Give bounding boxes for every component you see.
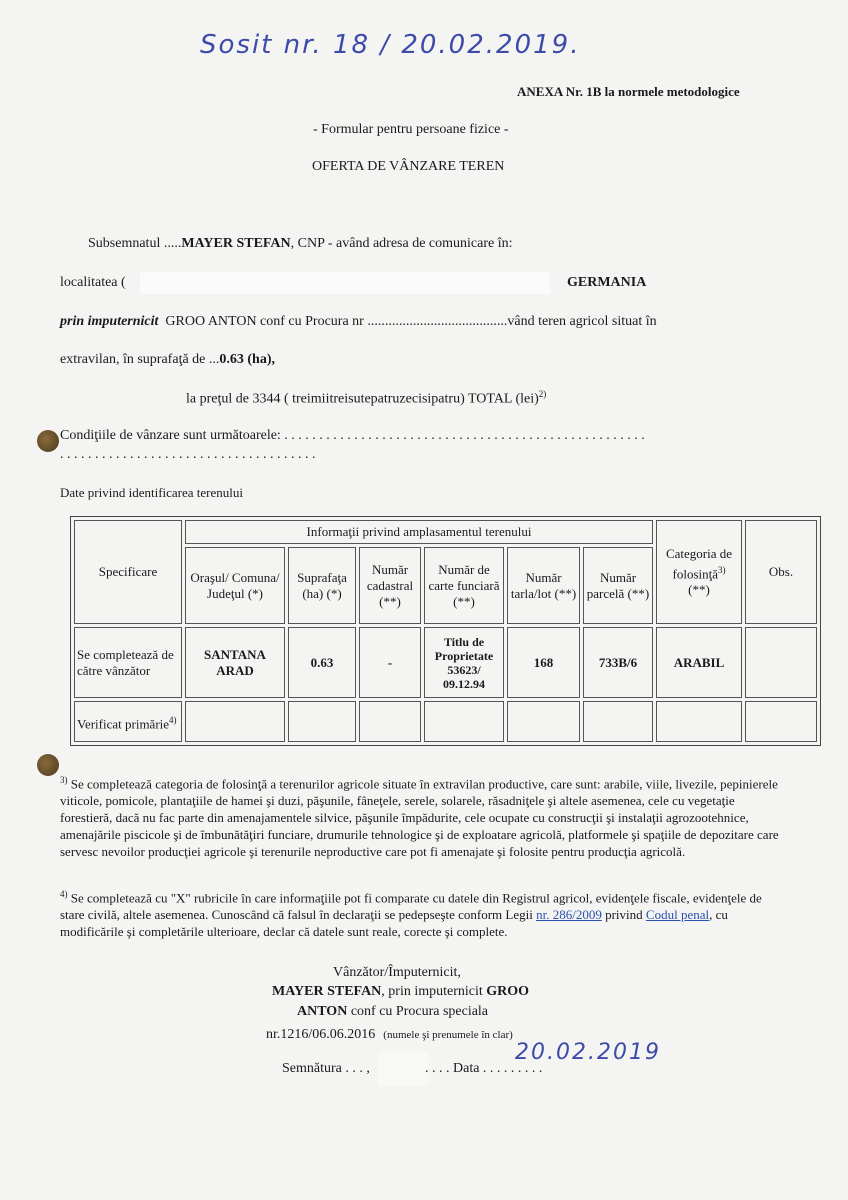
cell-suprafata: 0.63	[288, 627, 356, 698]
cell-empty	[424, 701, 504, 742]
statement-line-4	[60, 352, 275, 368]
cell-obs	[745, 627, 817, 698]
cell-categoria: ARABIL	[656, 627, 742, 698]
annex-title: ANEXA Nr. 1B la normele metodologice	[517, 84, 740, 99]
group-header: Informaţii privind amplasamentul terenului	[185, 520, 653, 544]
statement-line-1	[88, 236, 513, 252]
signature-line-2-mid: , prin imputernicit	[381, 984, 487, 999]
handwritten-registration-note: Sosit nr. 18 / 20.02.2019.	[200, 30, 581, 60]
col-tarla-lot: Număr tarla/lot (**)	[507, 547, 580, 624]
cell-empty	[507, 701, 580, 742]
col-carte-funciara: Număr de carte funciară (**)	[424, 547, 504, 624]
statement-line-3	[60, 314, 657, 330]
signature-rep-last: ANTON	[297, 1004, 348, 1019]
col-obs: Obs.	[745, 520, 817, 624]
price-footnote-ref: 2)	[538, 389, 547, 399]
punch-hole-top	[37, 430, 59, 452]
cell-nr-cadastral: -	[359, 627, 421, 698]
statement-prefix: Subsemnatul .....	[88, 236, 182, 251]
footnote-3	[60, 772, 785, 860]
section-label: Date privind identificarea terenului	[60, 485, 244, 500]
row-label-verified-text: Verificat primărie	[77, 715, 170, 731]
footnote-4	[60, 886, 785, 940]
seller-name: MAYER STEFAN	[181, 236, 291, 251]
signature-rep-first: GROO	[486, 984, 530, 999]
signature-seller-name: MAYER STEFAN	[272, 984, 382, 999]
land-identification-table	[70, 516, 821, 746]
table-row-seller	[74, 627, 817, 698]
surface-prefix: extravilan, în suprafaţă de ...	[60, 352, 220, 367]
footnote-4-text-b: privind	[601, 907, 646, 923]
representative-text: GROO ANTON conf cu Procura nr ........................................vând teren agricol situat în	[165, 314, 657, 329]
footnote-3-text: Se completează categoria de folosinţă a terenurilor agricole situate în extravilan productive, care sunt: arabile, viile, livezile, pepinierele viticole, pomicole, plantaţiile de hamei şi duzi, păşunile, fâneţele, serele, solarele, răsadniţele şi altele asemenea, cele cu vegetaţie forestieră, dacă nu fac parte din amenajamentele silvice, păşunile împădurite, cele ocupate cu construcţii şi instalaţii agrozootehnice, amenajările piscicole şi de îmbunătăţiri funciare, drumurile tehnologice şi de exploatare agricolă, platformele şi spaţiile de depozitare care servesc nevoilor producţiei agricole şi terenurile neproductive care pot fi amenajate şi folosite pentru producţia agricolă.	[60, 776, 779, 860]
price-text: la preţul de 3344 ( treimiitreisutepatruzecisipatru) TOTAL (lei)	[186, 391, 539, 407]
footnote-3-marker: 3)	[60, 775, 68, 785]
statement-suffix: , CNP - având adresa de comunicare în:	[290, 236, 513, 251]
cell-empty	[359, 701, 421, 742]
table-row-verified	[74, 701, 817, 742]
col-categoria	[656, 520, 742, 624]
footnote-4-marker: 4)	[60, 889, 68, 899]
col-categoria-label: Categoria de folosinţă	[665, 546, 733, 582]
punch-hole-bottom	[37, 754, 59, 776]
name-hint: (numele şi prenumele în clar)	[383, 1029, 513, 1041]
footnote-4-text-a: Se completează cu "X" rubricile în care informaţiile pot fi comparate cu datele din Registrul agricol, evidenţele fiscale, evidenţele de stare civilă, altele asemenea. Cunoscând că falsul în declaraţii se pedepseşte conform Legii	[60, 890, 762, 923]
row-label-verified-footnote-ref: 4)	[169, 714, 177, 725]
col-specificare: Specificare	[74, 520, 182, 624]
signature-label: Semnătura . . . ,	[282, 1061, 370, 1076]
country: GERMANIA	[567, 275, 647, 290]
form-title: OFERTA DE VÂNZARE TEREN	[312, 159, 505, 174]
form-subtitle: - Formular pentru persoane fizice -	[313, 122, 509, 137]
conditions-dots: . . . . . . . . . . . . . . . . . . . . . . . . . . . . . . . . . . . . .	[60, 447, 316, 462]
cell-empty	[656, 701, 742, 742]
signature-line-2	[272, 984, 529, 1000]
signature-line-3-rest: conf cu Procura speciala	[347, 1004, 489, 1019]
signature-line-4	[266, 1025, 513, 1043]
cell-carte-funciara: Titlu de Proprietate 53623/ 09.12.94	[424, 627, 504, 698]
row-label-verified	[74, 701, 182, 742]
col-categoria-footnote-ref: 3)	[718, 565, 726, 576]
procura-number: nr.1216/06.06.2016	[266, 1027, 376, 1042]
cell-tarla-lot: 168	[507, 627, 580, 698]
cell-empty	[288, 701, 356, 742]
cell-empty	[583, 701, 653, 742]
signature-line-3	[297, 1004, 488, 1020]
col-nr-cadastral: Număr cadastral (**)	[359, 547, 421, 624]
conditions-label: Condiţiile de vânzare sunt următoarele: . . . . . . . . . . . . . . . . . . . . . . . . . . . . . . . . . . . . . . . . . . . . . . . . . . . .	[60, 428, 645, 443]
statement-line-5	[186, 389, 546, 408]
col-parcela: Număr parcelă (**)	[583, 547, 653, 624]
signature-role: Vânzător/Împuternicit,	[333, 965, 461, 980]
cell-parcela: 733B/6	[583, 627, 653, 698]
handwritten-date: 20.02.2019	[515, 1040, 661, 1065]
cell-empty	[185, 701, 285, 742]
cell-empty	[745, 701, 817, 742]
surface-value: 0.63 (ha),	[219, 352, 276, 367]
statement-line-2: localitatea (	[60, 275, 126, 290]
col-localitate: Oraşul/ Comuna/ Judeţul (*)	[185, 547, 285, 624]
representative-label: prin imputernicit	[60, 314, 159, 329]
law-286-2009-link[interactable]: nr. 286/2009	[536, 907, 602, 923]
row-label-seller: Se completează de către vânzător	[74, 627, 182, 698]
footnote-4-text-c: , cu modificările şi completările ulterioare, declar că datele sunt reale, corecte şi complete.	[60, 907, 728, 940]
redacted-signature	[378, 1052, 428, 1086]
redacted-address	[140, 272, 550, 294]
cell-localitate: SANTANA ARAD	[185, 627, 285, 698]
date-label: . . . . Data . . . . . . . . .	[425, 1061, 543, 1076]
col-categoria-tail: (**)	[688, 582, 710, 598]
codul-penal-link[interactable]: Codul penal	[645, 907, 710, 923]
col-suprafata: Suprafaţa (ha) (*)	[288, 547, 356, 624]
